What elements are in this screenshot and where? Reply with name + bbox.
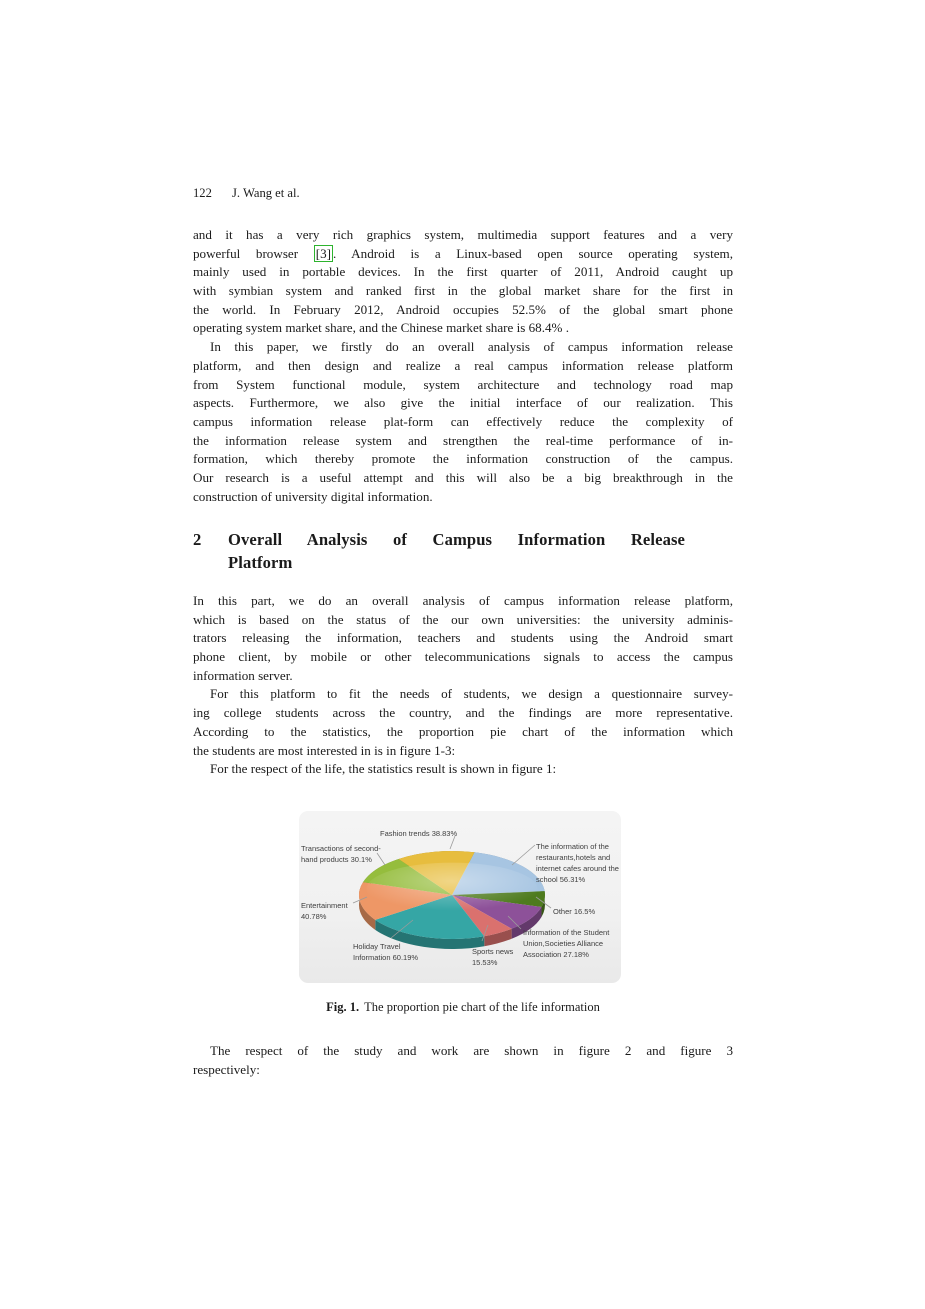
section-heading [193,528,733,574]
citation-link[interactable]: [3] [315,245,331,261]
text-line: ing college students across the country, and the findings are more representative. [193,705,733,721]
text-line: respectively: [193,1061,260,1077]
pie-slice-label: Transactions of second-hand products 30.1% [301,844,381,864]
text-line: powerful browser [3] . Android is a Linux-based open source operating system, [193,245,733,261]
text-line: mainly used in portable devices. In the first quarter of 2011, Android caught up [193,264,733,280]
pie-slice-label: Information of the Student Union,Societies Alliance Association 27.18% [523,928,610,959]
pie-slice-label: Holiday Travel Information 60.19% [353,942,419,962]
body-text-block-2 [193,592,733,779]
text-line: the information release system and strengthen the real-time performance of in- [193,432,733,448]
pie-slice-label: The information of the restaurants,hotels and internet cafes around the school 56.31% [536,842,619,884]
text-line: trators releasing the information, teachers and students using the Android smart [193,630,733,646]
body-text-block-1 [193,226,733,506]
text-line: The respect of the study and work are shown in figure 2 and figure 3 [210,1043,733,1058]
pie-chart-labels [299,811,621,983]
text-line: platform, and then design and realize a real campus information release platform [193,357,733,373]
text-line: construction of university digital information. [193,488,433,504]
running-head-authors: J. Wang et al. [232,186,300,200]
text-line: formation, which thereby promote the information construction of the campus. [193,451,733,467]
text-line: For the respect of the life, the statistics result is shown in figure 1: [210,761,557,777]
text-line: campus information release plat-form can effectively reduce the complexity of [193,413,733,429]
section-number: 2 [193,530,202,549]
pie-slice-label: Other 16.5% [553,907,596,916]
text-line: According to the statistics, the proportion pie chart of the information which [193,723,733,739]
text-line: from System functional module, system architecture and technology road map [193,376,733,392]
pie-slice-label: Fashion trends 38.83% [380,829,458,838]
text-line: For this platform to fit the needs of students, we design a questionnaire survey- [210,686,733,702]
text-line: the students are most interested in is in figure 1-3: [193,742,456,758]
figure-caption-text: The proportion pie chart of the life information [364,1000,600,1014]
section-title [228,528,685,574]
text-line: and it has a very rich graphics system, multimedia support features and a very [193,227,733,242]
text-line: operating system market share, and the Chinese market share is 68.4% . [193,320,569,336]
page-number: 122 [193,186,212,200]
figure-caption-label: Fig. 1. [326,1000,360,1014]
figure-caption [193,1000,733,1015]
text-line: with symbian system and ranked first in the global market share for the first in [193,283,733,299]
text-line: In this part, we do an overall analysis of campus information release platform, [193,593,733,608]
section-title-line-2: Platform [228,553,293,572]
pie-slice-label: Entertainment 40.78% [301,901,348,921]
text-line: In this paper, we firstly do an overall analysis of campus information release [210,339,733,355]
section-title-line-1: Overall Analysis of Campus Information Release [228,530,685,549]
running-head [193,186,733,201]
text-line: information server. [193,667,293,683]
text-line: aspects. Furthermore, we also give the initial interface of our realization. This [193,395,733,411]
text-line: Our research is a useful attempt and this will also be a big breakthrough in the [193,469,733,485]
text-line: phone client, by mobile or other telecommunications signals to access the campus [193,649,733,665]
text-line: the world. In February 2012, Android occupies 52.5% of the global smart phone [193,301,733,317]
figure-1-pie-chart [299,811,621,983]
body-text-block-3 [193,1042,733,1079]
text-line: which is based on the status of the our own universities: the university adminis- [193,611,733,627]
pie-slice-label: Sports news 15.53% [472,947,514,967]
